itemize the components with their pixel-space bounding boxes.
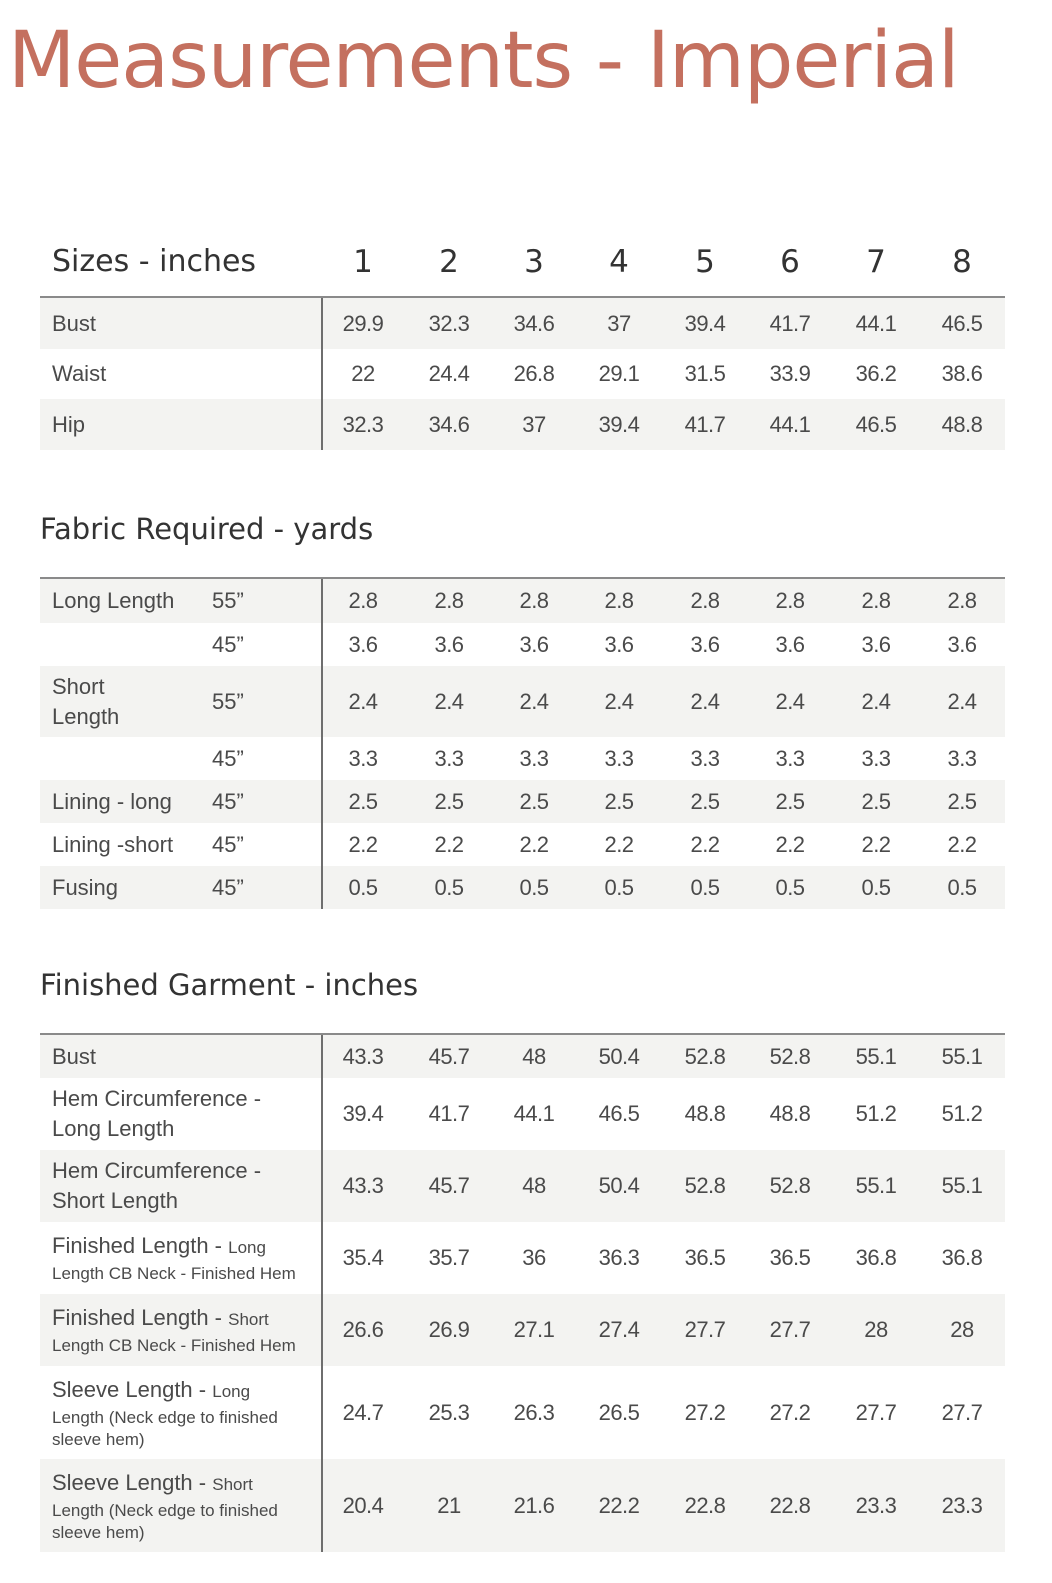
finished-title: Finished Garment - inches xyxy=(40,968,419,1002)
value-cell: 2.5 xyxy=(775,788,805,814)
value-cell: 28 xyxy=(864,1317,888,1342)
value-cell: 26.8 xyxy=(513,361,555,386)
sizes-header xyxy=(40,240,1005,298)
fabric-width: 45” xyxy=(212,874,244,900)
size-number: 6 xyxy=(780,244,800,280)
value-cell: 27.2 xyxy=(769,1399,811,1425)
value-cell: 33.9 xyxy=(769,361,811,386)
value-cell: 36.5 xyxy=(684,1245,726,1270)
table-row xyxy=(40,298,1005,349)
row-label xyxy=(52,1375,302,1451)
value-cell: 3.3 xyxy=(434,745,464,771)
row-label-text: Sleeve Length - xyxy=(52,1469,213,1495)
value-cell: 2.5 xyxy=(861,788,891,814)
value-cell: 48 xyxy=(522,1173,546,1198)
value-cell: 39.4 xyxy=(342,1101,384,1126)
table-row xyxy=(40,737,1005,780)
table-row xyxy=(40,780,1005,823)
column-divider xyxy=(321,579,323,909)
value-cell: 27.7 xyxy=(769,1317,811,1342)
value-cell: 44.1 xyxy=(855,310,897,336)
value-cell: 2.4 xyxy=(604,688,634,714)
table-row xyxy=(40,349,1005,399)
row-label xyxy=(52,1231,302,1285)
value-cell: 45.7 xyxy=(428,1173,470,1198)
row-label-sub: Length (Neck edge to finished sleeve hem) xyxy=(52,1500,278,1542)
row-label-variant: Short xyxy=(228,1310,269,1329)
value-cell: 0.5 xyxy=(947,874,977,900)
value-cell: 46.5 xyxy=(855,411,897,437)
value-cell: 27.4 xyxy=(598,1317,640,1342)
value-cell: 48.8 xyxy=(684,1101,726,1126)
row-label-sub: Length (Neck edge to finished sleeve hem) xyxy=(52,1407,278,1449)
value-cell: 46.5 xyxy=(598,1101,640,1126)
value-cell: 36.8 xyxy=(855,1245,897,1270)
value-cell: 2.4 xyxy=(947,688,977,714)
value-cell: 2.2 xyxy=(775,831,805,857)
value-cell: 39.4 xyxy=(684,310,726,336)
value-cell: 26.9 xyxy=(428,1317,470,1342)
value-cell: 27.1 xyxy=(513,1317,555,1342)
value-cell: 36.5 xyxy=(769,1245,811,1270)
size-number: 8 xyxy=(952,244,972,280)
value-cell: 2.8 xyxy=(690,588,720,613)
value-cell: 2.4 xyxy=(690,688,720,714)
value-cell: 2.2 xyxy=(690,831,720,857)
value-cell: 50.4 xyxy=(598,1043,640,1069)
fabric-width: 55” xyxy=(212,588,244,613)
fabric-width: 45” xyxy=(212,831,244,857)
value-cell: 34.6 xyxy=(428,411,470,437)
value-cell: 51.2 xyxy=(941,1101,983,1126)
value-cell: 3.3 xyxy=(775,745,805,771)
value-cell: 52.8 xyxy=(684,1043,726,1069)
value-cell: 36 xyxy=(522,1245,546,1270)
value-cell: 48.8 xyxy=(769,1101,811,1126)
fabric-required-table xyxy=(40,577,1005,909)
value-cell: 0.5 xyxy=(348,874,378,900)
row-label-sub: Length CB Neck - Finished Hem xyxy=(52,1336,296,1355)
value-cell: 2.4 xyxy=(348,688,378,714)
row-label: Waist xyxy=(52,361,107,386)
value-cell: 31.5 xyxy=(684,361,726,386)
table-row xyxy=(40,1078,1005,1150)
row-label: Lining - long xyxy=(52,788,172,814)
value-cell: 2.4 xyxy=(519,688,549,714)
value-cell: 2.8 xyxy=(604,588,634,613)
table-row xyxy=(40,579,1005,623)
size-number: 7 xyxy=(866,244,886,280)
value-cell: 3.3 xyxy=(519,745,549,771)
value-cell: 52.8 xyxy=(769,1173,811,1198)
value-cell: 29.1 xyxy=(598,361,640,386)
value-cell: 0.5 xyxy=(690,874,720,900)
table-row xyxy=(40,823,1005,866)
value-cell: 36.2 xyxy=(855,361,897,386)
value-cell: 43.3 xyxy=(342,1043,384,1069)
value-cell: 52.8 xyxy=(684,1173,726,1198)
value-cell: 20.4 xyxy=(342,1492,384,1518)
value-cell: 27.7 xyxy=(941,1399,983,1425)
value-cell: 36.3 xyxy=(598,1245,640,1270)
value-cell: 3.3 xyxy=(861,745,891,771)
value-cell: 41.7 xyxy=(428,1101,470,1126)
value-cell: 2.8 xyxy=(348,588,378,613)
value-cell: 51.2 xyxy=(855,1101,897,1126)
value-cell: 2.5 xyxy=(947,788,977,814)
value-cell: 21 xyxy=(437,1492,461,1518)
value-cell: 32.3 xyxy=(342,411,384,437)
value-cell: 46.5 xyxy=(941,310,983,336)
value-cell: 32.3 xyxy=(428,310,470,336)
value-cell: 26.3 xyxy=(513,1399,555,1425)
value-cell: 41.7 xyxy=(769,310,811,336)
value-cell: 27.7 xyxy=(684,1317,726,1342)
value-cell: 25.3 xyxy=(428,1399,470,1425)
row-label: Long Length xyxy=(52,588,175,613)
value-cell: 2.8 xyxy=(519,588,549,613)
table-row xyxy=(40,623,1005,666)
value-cell: 2.2 xyxy=(861,831,891,857)
row-label xyxy=(52,1468,302,1544)
row-label: Bust xyxy=(52,1043,97,1069)
value-cell: 55.1 xyxy=(855,1043,897,1069)
value-cell: 41.7 xyxy=(684,411,726,437)
table-row xyxy=(40,1366,1005,1459)
value-cell: 23.3 xyxy=(941,1492,983,1518)
value-cell: 2.2 xyxy=(604,831,634,857)
value-cell: 27.2 xyxy=(684,1399,726,1425)
value-cell: 2.2 xyxy=(519,831,549,857)
row-label: Hem Circumference - Short Length xyxy=(52,1158,262,1213)
size-number: 2 xyxy=(439,244,459,280)
value-cell: 43.3 xyxy=(342,1173,384,1198)
value-cell: 2.8 xyxy=(861,588,891,613)
fabric-width: 55” xyxy=(212,688,244,714)
value-cell: 22.2 xyxy=(598,1492,640,1518)
value-cell: 2.5 xyxy=(348,788,378,814)
row-label-sub: Length CB Neck - Finished Hem xyxy=(52,1264,296,1283)
value-cell: 0.5 xyxy=(604,874,634,900)
fabric-width: 45” xyxy=(212,788,244,814)
value-cell: 38.6 xyxy=(941,361,983,386)
value-cell: 35.7 xyxy=(428,1245,470,1270)
table-row xyxy=(40,399,1005,450)
size-number: 1 xyxy=(353,244,373,280)
value-cell: 35.4 xyxy=(342,1245,384,1270)
value-cell: 55.1 xyxy=(941,1043,983,1069)
sizes-label: Sizes - inches xyxy=(52,244,257,279)
column-divider xyxy=(321,1035,323,1552)
row-label: Bust xyxy=(52,310,97,336)
row-label-text: Finished Length - xyxy=(52,1233,229,1258)
row-label: Hem Circumference - Long Length xyxy=(52,1086,262,1141)
row-label-main xyxy=(52,1468,302,1500)
value-cell: 45.7 xyxy=(428,1043,470,1069)
row-label-main xyxy=(52,1231,302,1263)
value-cell: 0.5 xyxy=(861,874,891,900)
size-number: 4 xyxy=(609,244,629,280)
value-cell: 2.2 xyxy=(947,831,977,857)
table-row xyxy=(40,1222,1005,1294)
fabric-width: 45” xyxy=(212,745,244,771)
value-cell: 24.7 xyxy=(342,1399,384,1425)
value-cell: 2.4 xyxy=(775,688,805,714)
size-number: 5 xyxy=(695,244,715,280)
value-cell: 23.3 xyxy=(855,1492,897,1518)
value-cell: 28 xyxy=(950,1317,974,1342)
value-cell: 2.8 xyxy=(775,588,805,613)
value-cell: 2.2 xyxy=(434,831,464,857)
finished-garment-table xyxy=(40,1033,1005,1552)
row-label: Hip xyxy=(52,411,86,437)
fabric-title: Fabric Required - yards xyxy=(40,512,374,546)
value-cell: 3.3 xyxy=(348,745,378,771)
value-cell: 0.5 xyxy=(519,874,549,900)
value-cell: 44.1 xyxy=(513,1101,555,1126)
value-cell: 22 xyxy=(351,361,375,386)
value-cell: 2.5 xyxy=(690,788,720,814)
value-cell: 3.3 xyxy=(690,745,720,771)
row-label: Lining -short xyxy=(52,831,174,857)
value-cell: 2.5 xyxy=(434,788,464,814)
value-cell: 0.5 xyxy=(775,874,805,900)
value-cell: 27.7 xyxy=(855,1399,897,1425)
body-measurements-table xyxy=(40,298,1005,450)
value-cell: 3.6 xyxy=(519,631,549,657)
value-cell: 0.5 xyxy=(434,874,464,900)
page-title: Measurements - Imperial xyxy=(8,16,959,106)
value-cell: 44.1 xyxy=(769,411,811,437)
value-cell: 50.4 xyxy=(598,1173,640,1198)
value-cell: 3.6 xyxy=(775,631,805,657)
row-label-text: Sleeve Length - xyxy=(52,1376,213,1402)
value-cell: 2.4 xyxy=(861,688,891,714)
row-label-text: Finished Length - xyxy=(52,1305,229,1330)
table-row xyxy=(40,1150,1005,1222)
value-cell: 36.8 xyxy=(941,1245,983,1270)
value-cell: 26.6 xyxy=(342,1317,384,1342)
value-cell: 3.3 xyxy=(947,745,977,771)
value-cell: 3.6 xyxy=(434,631,464,657)
value-cell: 2.8 xyxy=(434,588,464,613)
value-cell: 37 xyxy=(522,411,546,437)
value-cell: 2.4 xyxy=(434,688,464,714)
table-row xyxy=(40,666,1005,737)
value-cell: 39.4 xyxy=(598,411,640,437)
fabric-width: 45” xyxy=(212,631,244,657)
value-cell: 55.1 xyxy=(941,1173,983,1198)
row-label-variant: Long xyxy=(228,1238,266,1257)
value-cell: 22.8 xyxy=(684,1492,726,1518)
value-cell: 3.6 xyxy=(604,631,634,657)
value-cell: 24.4 xyxy=(428,361,470,386)
row-label-variant: Long xyxy=(212,1381,251,1401)
value-cell: 3.6 xyxy=(690,631,720,657)
value-cell: 26.5 xyxy=(598,1399,640,1425)
value-cell: 34.6 xyxy=(513,310,555,336)
row-label-main xyxy=(52,1375,302,1407)
value-cell: 55.1 xyxy=(855,1173,897,1198)
row-label: Short Length xyxy=(52,673,120,729)
row-label: Fusing xyxy=(52,874,119,900)
value-cell: 3.6 xyxy=(348,631,378,657)
size-number: 3 xyxy=(524,244,544,280)
value-cell: 52.8 xyxy=(769,1043,811,1069)
value-cell: 3.6 xyxy=(861,631,891,657)
row-label-variant: Short xyxy=(212,1474,253,1494)
row-label-main xyxy=(52,1303,302,1335)
table-row xyxy=(40,1035,1005,1078)
value-cell: 22.8 xyxy=(769,1492,811,1518)
value-cell: 48.8 xyxy=(941,411,983,437)
row-label xyxy=(52,1303,302,1357)
value-cell: 2.5 xyxy=(519,788,549,814)
value-cell: 2.8 xyxy=(947,588,977,613)
table-row xyxy=(40,1294,1005,1366)
value-cell: 2.2 xyxy=(348,831,378,857)
value-cell: 3.6 xyxy=(947,631,977,657)
value-cell: 37 xyxy=(607,310,631,336)
table-row xyxy=(40,1459,1005,1552)
table-row xyxy=(40,866,1005,909)
column-divider xyxy=(321,298,323,450)
value-cell: 3.3 xyxy=(604,745,634,771)
value-cell: 48 xyxy=(522,1043,546,1069)
value-cell: 2.5 xyxy=(604,788,634,814)
value-cell: 29.9 xyxy=(342,310,384,336)
value-cell: 21.6 xyxy=(513,1492,555,1518)
